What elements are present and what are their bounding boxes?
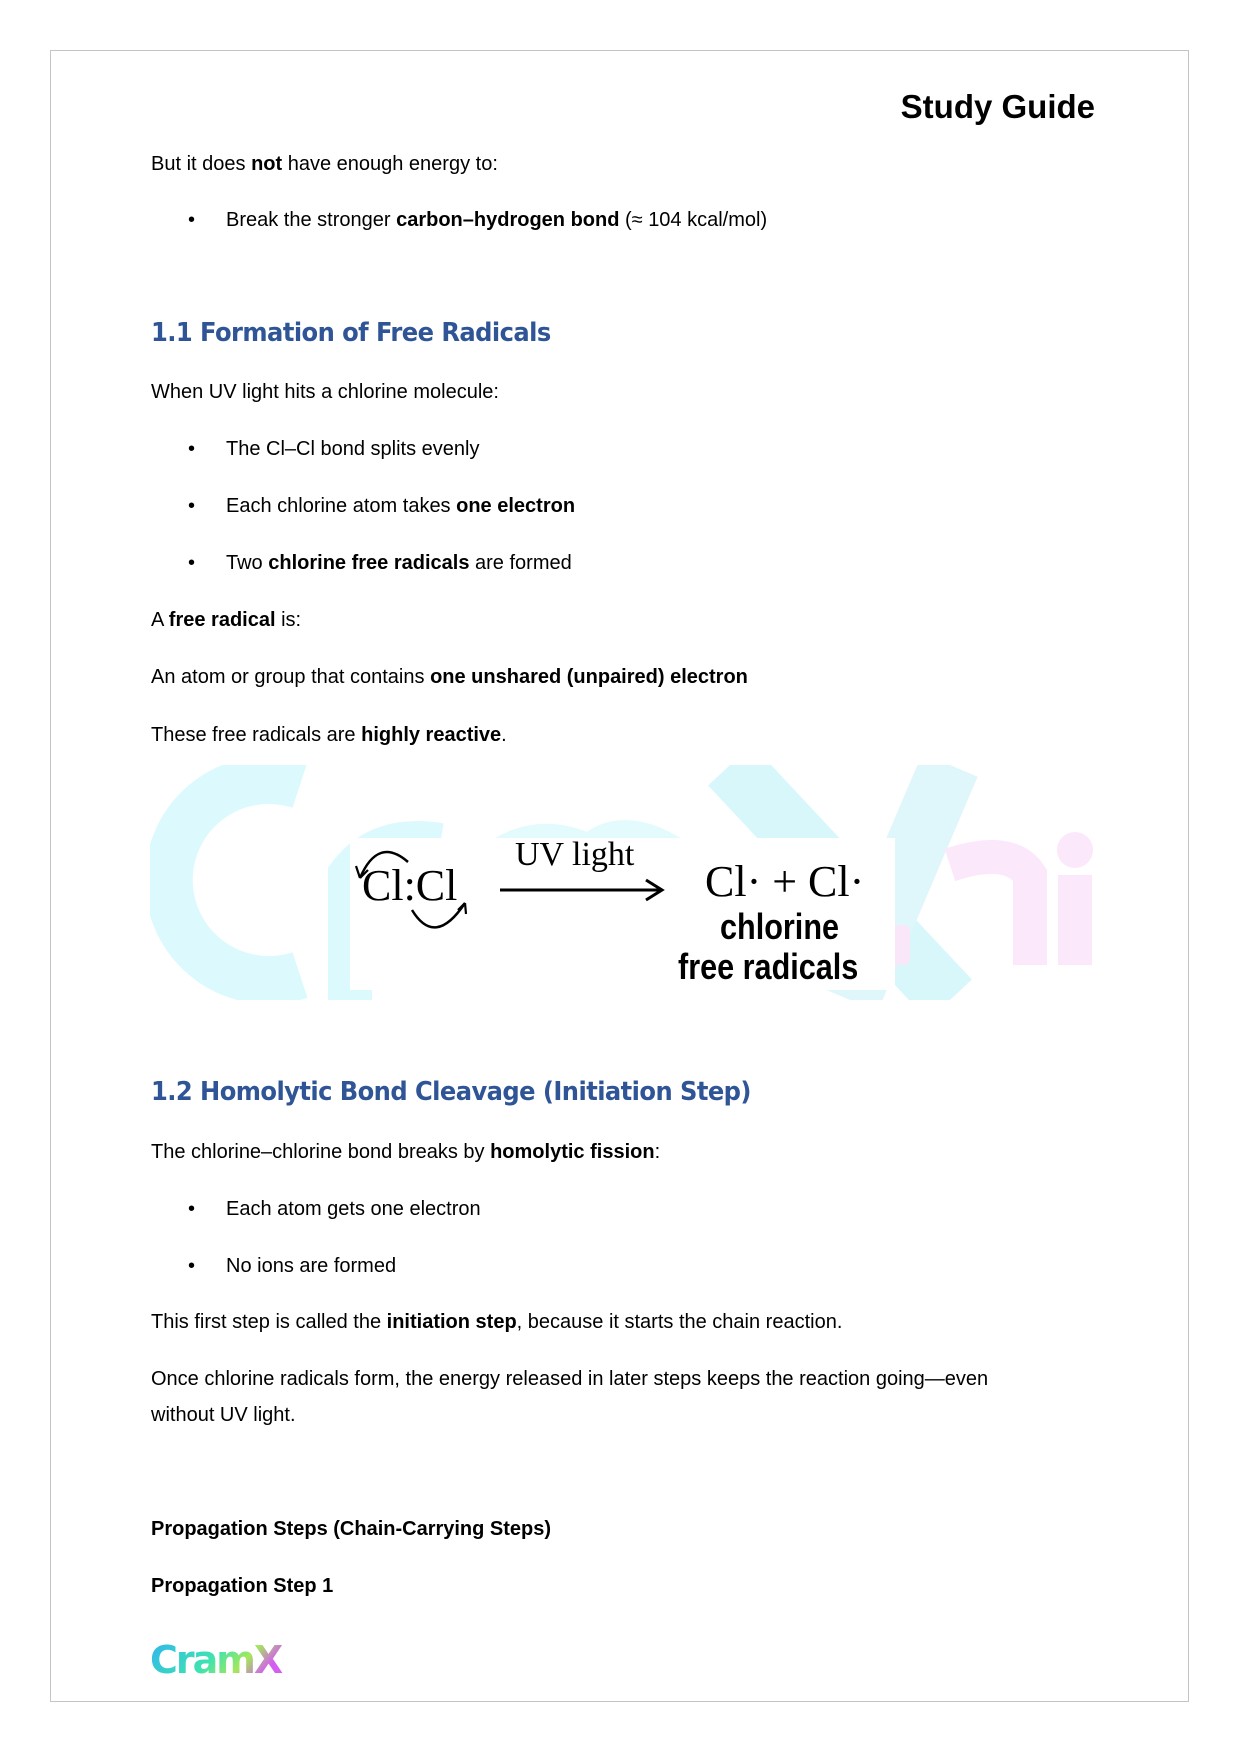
cramx-watermark [150, 765, 1100, 1000]
text: These free radicals are [151, 724, 362, 746]
reactant-formula: Cl:Cl [362, 861, 458, 910]
bold-text: one electron [456, 495, 576, 517]
svg-text:CramX: CramX [150, 1638, 282, 1682]
section-heading-1-1: 1.1 Formation of Free Radicals [151, 318, 551, 348]
cramx-logo-icon [150, 1633, 300, 1683]
paragraph [151, 1138, 660, 1166]
bold-text: initiation step [386, 1311, 517, 1333]
text: . [501, 724, 507, 746]
text: Each chlorine atom takes [226, 495, 457, 517]
text: : [654, 1141, 661, 1163]
text: The chlorine–chlorine bond breaks by [151, 1141, 491, 1163]
bullet-icon: • [188, 1198, 196, 1220]
cramx-logo [150, 1633, 300, 1688]
text: But it does [151, 153, 252, 175]
section-heading-1-2: 1.2 Homolytic Bond Cleavage (Initiation Step) [151, 1077, 751, 1107]
propagation-heading: Propagation Steps (Chain-Carrying Steps) [151, 1518, 552, 1540]
reaction-condition: UV light [515, 836, 635, 873]
text: , because it starts the chain reaction. [516, 1311, 843, 1333]
text: is: [275, 609, 302, 631]
text: have enough energy to: [282, 153, 498, 175]
bold-text: chlorine free radicals [268, 552, 470, 574]
bullet-icon: • [188, 209, 196, 231]
text: This first step is called the [151, 1311, 387, 1333]
text: Two [226, 552, 269, 574]
text: Break the stronger [226, 209, 397, 231]
text: Each atom gets one electron [226, 1198, 481, 1220]
bullet-icon: • [188, 552, 196, 574]
document-title: Study Guide [900, 88, 1095, 125]
bold-text: homolytic fission [490, 1141, 655, 1163]
definition-label [151, 606, 301, 634]
text: (≈ 104 kcal/mol) [619, 209, 768, 231]
reaction-diagram [350, 838, 895, 990]
text: No ions are formed [226, 1255, 397, 1277]
bold-text: free radical [168, 609, 276, 631]
text: are formed [469, 552, 572, 574]
product-label: chlorine [720, 906, 840, 947]
paragraph [151, 1308, 842, 1336]
bullet-icon: • [188, 495, 196, 517]
reaction-arrow-icon [500, 878, 665, 902]
product-formula: Cl· + Cl· [705, 857, 865, 906]
bold-text: highly reactive [361, 724, 502, 746]
bold-text: carbon–hydrogen bond [396, 209, 620, 231]
paragraph: Once chlorine radicals form, the energy released in later steps keeps the reaction going—even [151, 1368, 989, 1390]
bold-text: not [251, 153, 283, 175]
text: The Cl–Cl bond splits evenly [226, 438, 480, 460]
propagation-step-1: Propagation Step 1 [151, 1575, 334, 1597]
bullet-icon: • [188, 1255, 196, 1277]
text: A [151, 609, 169, 631]
intro-line [151, 150, 498, 178]
bold-text: one unshared (unpaired) electron [430, 666, 748, 688]
bullet-icon: • [188, 438, 196, 460]
product-label: free radicals [678, 946, 859, 987]
paragraph: without UV light. [151, 1404, 296, 1426]
definition [151, 663, 748, 691]
text: An atom or group that contains [151, 666, 431, 688]
reactivity-note [151, 721, 507, 749]
paragraph: When UV light hits a chlorine molecule: [151, 381, 499, 403]
